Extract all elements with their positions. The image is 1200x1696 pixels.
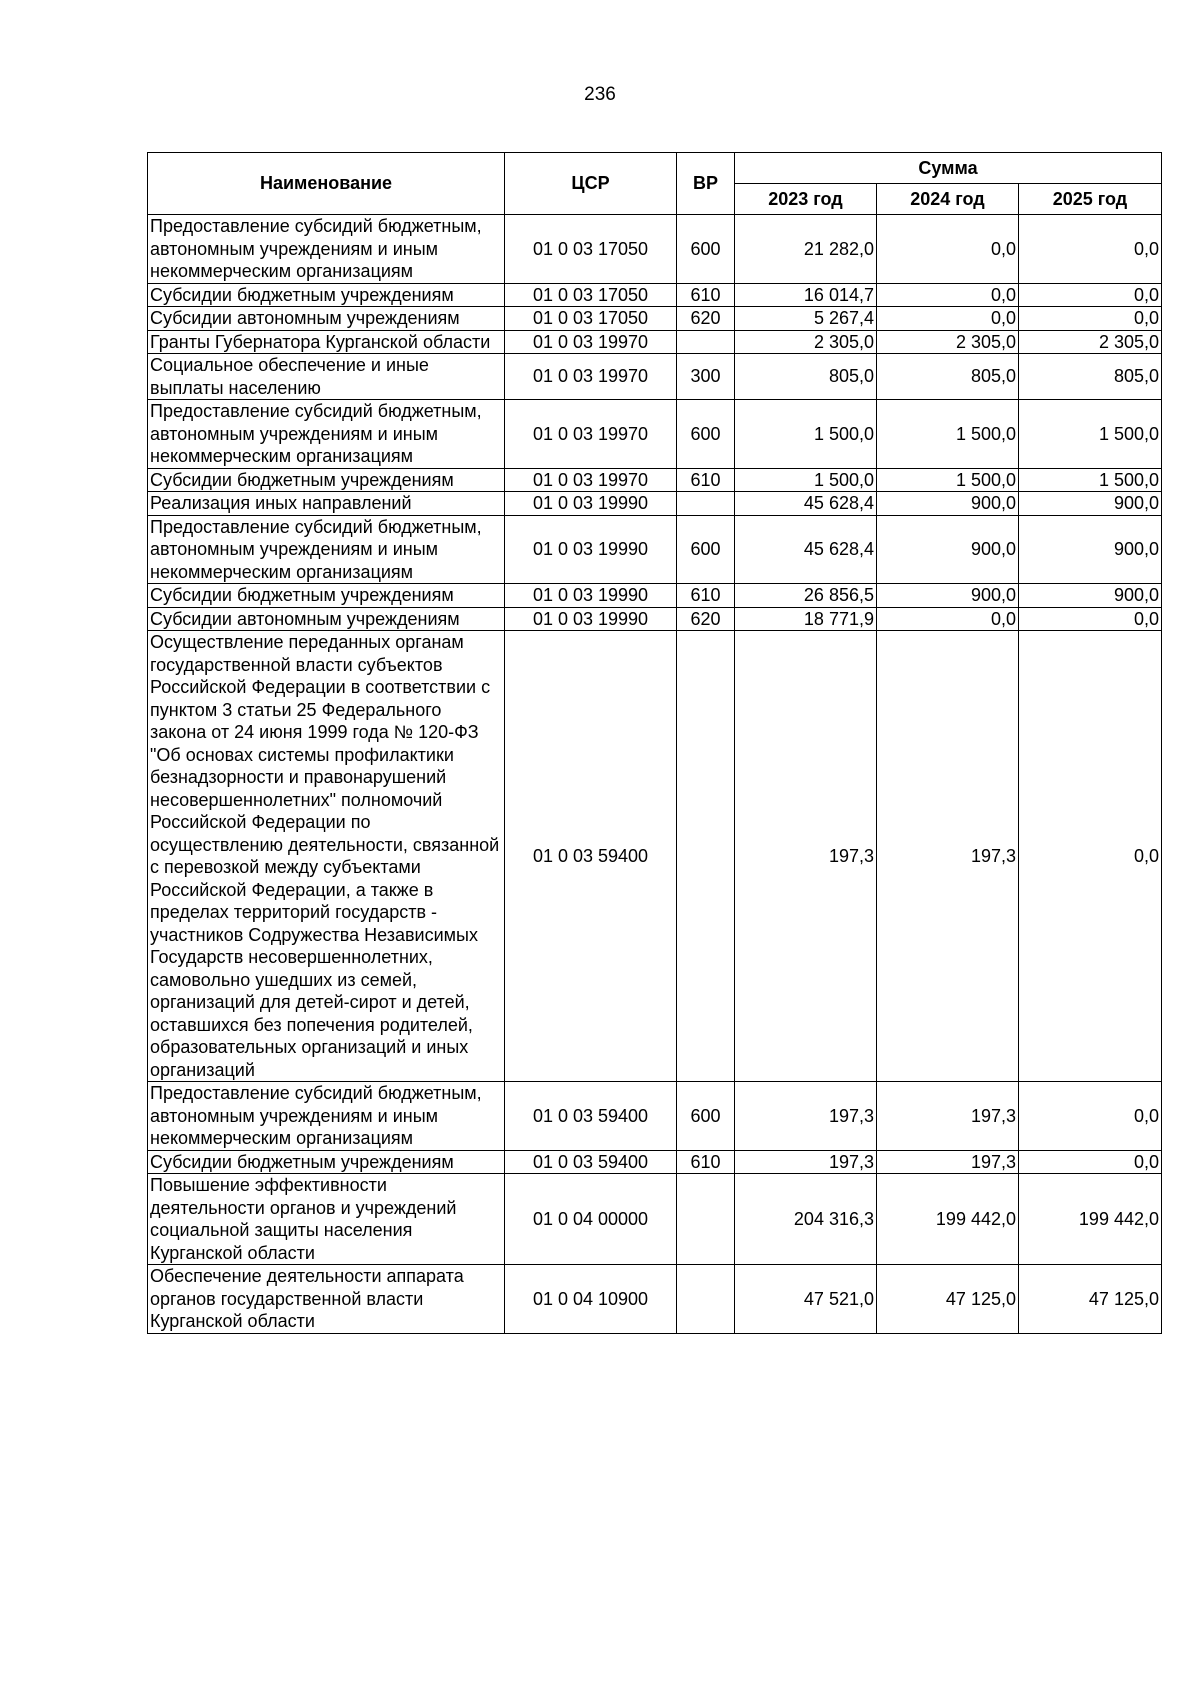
header-sum: Сумма xyxy=(735,153,1162,184)
row-csr: 01 0 03 19990 xyxy=(505,607,677,631)
header-csr: ЦСР xyxy=(505,153,677,215)
row-csr: 01 0 03 19990 xyxy=(505,515,677,584)
row-2024: 900,0 xyxy=(877,492,1019,516)
row-2024: 0,0 xyxy=(877,215,1019,284)
row-name: Предоставление субсидий бюджетным, автономным учреждениям и иным некоммерческим организациям xyxy=(148,215,505,284)
row-2025: 1 500,0 xyxy=(1019,468,1162,492)
row-vr xyxy=(677,1174,735,1265)
table-row xyxy=(148,215,1162,284)
row-vr: 620 xyxy=(677,307,735,331)
row-2024: 197,3 xyxy=(877,631,1019,1082)
row-vr xyxy=(677,1265,735,1334)
table-row xyxy=(148,1174,1162,1265)
row-vr: 610 xyxy=(677,1150,735,1174)
row-vr: 600 xyxy=(677,1082,735,1151)
header-2025: 2025 год xyxy=(1019,184,1162,215)
row-name: Субсидии бюджетным учреждениям xyxy=(148,1150,505,1174)
row-csr: 01 0 03 17050 xyxy=(505,307,677,331)
page-number: 236 xyxy=(584,84,616,105)
row-2025: 900,0 xyxy=(1019,515,1162,584)
row-vr xyxy=(677,631,735,1082)
row-2023: 5 267,4 xyxy=(735,307,877,331)
row-name: Предоставление субсидий бюджетным, автономным учреждениям и иным некоммерческим организациям xyxy=(148,400,505,469)
row-2025: 199 442,0 xyxy=(1019,1174,1162,1265)
row-vr: 610 xyxy=(677,468,735,492)
row-2024: 1 500,0 xyxy=(877,468,1019,492)
row-vr: 610 xyxy=(677,283,735,307)
table-row xyxy=(148,492,1162,516)
table-row xyxy=(148,354,1162,400)
row-2025: 0,0 xyxy=(1019,1082,1162,1151)
row-csr: 01 0 03 17050 xyxy=(505,215,677,284)
row-csr: 01 0 03 19990 xyxy=(505,492,677,516)
table-row xyxy=(148,283,1162,307)
row-csr: 01 0 03 19970 xyxy=(505,400,677,469)
row-2025: 47 125,0 xyxy=(1019,1265,1162,1334)
row-csr: 01 0 04 10900 xyxy=(505,1265,677,1334)
table-row xyxy=(148,631,1162,1082)
header-2023: 2023 год xyxy=(735,184,877,215)
row-2025: 0,0 xyxy=(1019,215,1162,284)
row-name: Гранты Губернатора Курганской области xyxy=(148,330,505,354)
row-csr: 01 0 03 17050 xyxy=(505,283,677,307)
row-vr: 300 xyxy=(677,354,735,400)
table-row xyxy=(148,307,1162,331)
row-2024: 805,0 xyxy=(877,354,1019,400)
table-row xyxy=(148,515,1162,584)
row-vr: 600 xyxy=(677,400,735,469)
row-2023: 197,3 xyxy=(735,1150,877,1174)
row-vr: 610 xyxy=(677,584,735,608)
row-2023: 18 771,9 xyxy=(735,607,877,631)
row-name: Субсидии автономным учреждениям xyxy=(148,607,505,631)
row-csr: 01 0 03 19990 xyxy=(505,584,677,608)
row-csr: 01 0 03 59400 xyxy=(505,631,677,1082)
row-2025: 1 500,0 xyxy=(1019,400,1162,469)
row-2025: 900,0 xyxy=(1019,584,1162,608)
header-2024: 2024 год xyxy=(877,184,1019,215)
row-2025: 0,0 xyxy=(1019,307,1162,331)
row-2025: 0,0 xyxy=(1019,283,1162,307)
table-row xyxy=(148,400,1162,469)
row-vr: 620 xyxy=(677,607,735,631)
table-row xyxy=(148,584,1162,608)
row-csr: 01 0 03 19970 xyxy=(505,468,677,492)
row-2025: 805,0 xyxy=(1019,354,1162,400)
row-2023: 16 014,7 xyxy=(735,283,877,307)
row-2023: 1 500,0 xyxy=(735,400,877,469)
table-row xyxy=(148,1082,1162,1151)
row-csr: 01 0 03 59400 xyxy=(505,1150,677,1174)
table-row xyxy=(148,468,1162,492)
row-2023: 26 856,5 xyxy=(735,584,877,608)
row-2024: 47 125,0 xyxy=(877,1265,1019,1334)
table-row xyxy=(148,1265,1162,1334)
row-name: Осуществление переданных органам государственной власти субъектов Российской Федерации в соответствии с пунктом 3 статьи 25 Федерального закона от 24 июня 1999 года № 120-ФЗ "Об основах системы профилактики безнадзорности и правонарушений несовершеннолетних" полномочий Российской Федерации по осуществлению деятельности, связанной с перевозкой между субъектами Российской Федерации, а также в пределах территорий государств - участников Содружества Независимых Государств несовершеннолетних, самовольно ушедших из семей, организаций для детей-сирот и детей, оставшихся без попечения родителей, образовательных организаций и иных организаций xyxy=(148,631,505,1082)
row-2025: 2 305,0 xyxy=(1019,330,1162,354)
table-row xyxy=(148,607,1162,631)
row-csr: 01 0 04 00000 xyxy=(505,1174,677,1265)
row-2023: 21 282,0 xyxy=(735,215,877,284)
row-csr: 01 0 03 19970 xyxy=(505,330,677,354)
row-name: Обеспечение деятельности аппарата органов государственной власти Курганской области xyxy=(148,1265,505,1334)
row-2025: 0,0 xyxy=(1019,1150,1162,1174)
row-2025: 900,0 xyxy=(1019,492,1162,516)
row-2024: 1 500,0 xyxy=(877,400,1019,469)
row-2024: 0,0 xyxy=(877,307,1019,331)
budget-table xyxy=(147,152,1162,1334)
table-row xyxy=(148,1150,1162,1174)
row-2024: 199 442,0 xyxy=(877,1174,1019,1265)
row-name: Субсидии бюджетным учреждениям xyxy=(148,584,505,608)
row-vr xyxy=(677,492,735,516)
row-name: Повышение эффективности деятельности органов и учреждений социальной защиты населения Курганской области xyxy=(148,1174,505,1265)
row-2024: 2 305,0 xyxy=(877,330,1019,354)
row-2024: 900,0 xyxy=(877,584,1019,608)
row-2023: 47 521,0 xyxy=(735,1265,877,1334)
row-2024: 0,0 xyxy=(877,283,1019,307)
row-2023: 1 500,0 xyxy=(735,468,877,492)
row-vr: 600 xyxy=(677,215,735,284)
row-name: Реализация иных направлений xyxy=(148,492,505,516)
row-2023: 204 316,3 xyxy=(735,1174,877,1265)
row-2023: 45 628,4 xyxy=(735,515,877,584)
row-2024: 197,3 xyxy=(877,1150,1019,1174)
row-name: Субсидии бюджетным учреждениям xyxy=(148,468,505,492)
header-name: Наименование xyxy=(148,153,505,215)
row-2024: 197,3 xyxy=(877,1082,1019,1151)
row-2023: 197,3 xyxy=(735,1082,877,1151)
row-name: Социальное обеспечение и иные выплаты населению xyxy=(148,354,505,400)
table-row xyxy=(148,330,1162,354)
row-csr: 01 0 03 59400 xyxy=(505,1082,677,1151)
row-vr: 600 xyxy=(677,515,735,584)
header-vr: ВР xyxy=(677,153,735,215)
row-2024: 900,0 xyxy=(877,515,1019,584)
row-2023: 2 305,0 xyxy=(735,330,877,354)
row-2024: 0,0 xyxy=(877,607,1019,631)
row-2023: 45 628,4 xyxy=(735,492,877,516)
row-2023: 197,3 xyxy=(735,631,877,1082)
row-name: Субсидии автономным учреждениям xyxy=(148,307,505,331)
row-2025: 0,0 xyxy=(1019,631,1162,1082)
row-vr xyxy=(677,330,735,354)
row-2025: 0,0 xyxy=(1019,607,1162,631)
row-csr: 01 0 03 19970 xyxy=(505,354,677,400)
row-2023: 805,0 xyxy=(735,354,877,400)
row-name: Предоставление субсидий бюджетным, автономным учреждениям и иным некоммерческим организациям xyxy=(148,1082,505,1151)
row-name: Предоставление субсидий бюджетным, автономным учреждениям и иным некоммерческим организациям xyxy=(148,515,505,584)
row-name: Субсидии бюджетным учреждениям xyxy=(148,283,505,307)
